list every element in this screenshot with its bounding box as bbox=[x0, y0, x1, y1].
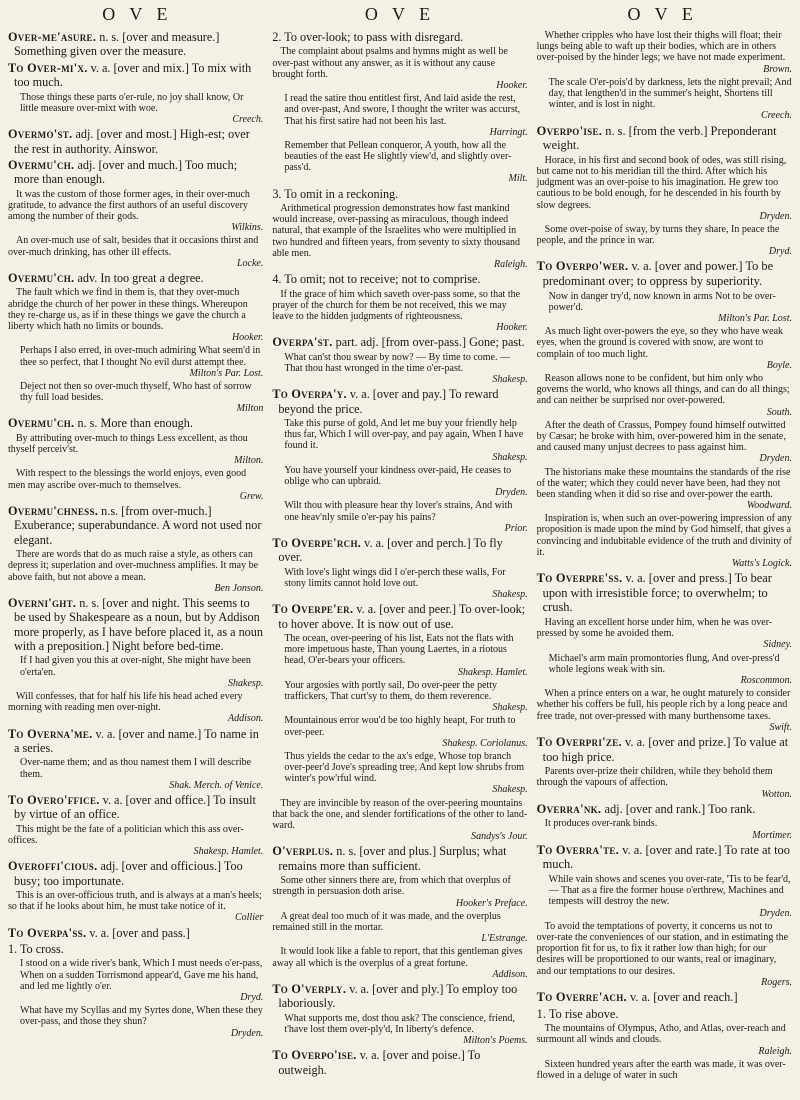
dictionary-entry bbox=[537, 259, 792, 288]
dictionary-entry bbox=[537, 802, 792, 817]
definition-text: v. a. [over and prize.] To value at too high price. bbox=[542, 734, 789, 764]
dictionary-entry bbox=[272, 567, 527, 601]
dictionary-entry bbox=[8, 381, 263, 415]
prose-quote: Some over-poise of sway, by turns they share, In peace the people, and the prince in war. bbox=[536, 223, 780, 247]
entry-definition bbox=[272, 982, 527, 1011]
definition-text: n. s. [over and plus.] Surplus; what remains more than sufficient. bbox=[278, 844, 507, 873]
quote-source: Hooker. bbox=[231, 332, 264, 344]
definition-text: v. a. [over and ply.] To employ too laboriously. bbox=[278, 981, 518, 1011]
headword: To Over-mi'x. bbox=[8, 60, 88, 75]
quote-source: Swift. bbox=[769, 721, 792, 733]
running-header-center: O V E bbox=[364, 4, 436, 24]
dictionary-entry bbox=[537, 653, 792, 687]
dictionary-entry bbox=[272, 715, 527, 749]
definition-text: n. s. [over and night. This seems to be used by Shakespeare as a noun, but by Addison more properly, as I have before placed it, as a noun with a preposition.] Night before bed-time. bbox=[14, 595, 263, 654]
dictionary-entry bbox=[537, 818, 792, 840]
dictionary-entry bbox=[537, 420, 792, 465]
verse-quote: Michael's arm main promontories flung, And over-press'd whole legions weak with sin. bbox=[548, 652, 780, 675]
headword: To Overpo'ise. bbox=[272, 1048, 357, 1063]
verse-quote: Thus yields the cedar to the ax's edge, Whose top branch over-peer'd Jove's spreading tree, And kept low shrubs from winter's pow'rful wind. bbox=[284, 750, 525, 785]
verse-quote: With love's light wings did I o'er-perch these walls, For stony limits cannot hold love out. bbox=[284, 566, 506, 589]
prose-quote: Having an excellent horse under him, when he was over-pressed by some he avoided them. bbox=[536, 617, 773, 640]
headword: To O'verply. bbox=[272, 981, 347, 996]
prose-quote: Reason allows none to be confident, but him only who governs the world, who knows all things, and can do all things; and can neither be surprised nor over-powered. bbox=[536, 373, 790, 407]
headword: Overmu'ch. bbox=[8, 157, 75, 172]
dictionary-entry bbox=[8, 1005, 263, 1039]
dictionary-entry bbox=[537, 735, 792, 764]
quote-source: Ben Jonson. bbox=[214, 582, 264, 594]
quote-source: Raleigh. bbox=[758, 1045, 792, 1057]
quote-source: Brown. bbox=[763, 63, 792, 75]
prose-quote: To avoid the temptations of poverty, it concerns us not to over-rate the conveniences of our station, and in estimating the proportion fit for us, to fix it rather low than high; for our desires will be proportioned to our wants, real or imaginary, and our temptations to our desires. bbox=[536, 920, 789, 977]
headword: To Overo'ffice. bbox=[8, 792, 100, 807]
dictionary-entry bbox=[537, 513, 792, 569]
dictionary-entry bbox=[537, 1059, 792, 1081]
quote-source: Sidney. bbox=[763, 639, 792, 651]
prose-quote: The historians make these mountains the standards of the rise of the water; which they could never have been, had they not been standing when it did so rise and over-power the earth. bbox=[536, 466, 791, 500]
dictionary-entry bbox=[537, 291, 792, 325]
dictionary-entry bbox=[8, 30, 263, 59]
entry-definition bbox=[8, 271, 263, 285]
prose-quote: Sixteen hundred years after the earth was made, it was over-flowed in a deluge of water in such bbox=[536, 1058, 786, 1081]
prose-quote: It produces over-rank binds. bbox=[544, 818, 658, 830]
dictionary-entry bbox=[272, 418, 527, 463]
dictionary-entry bbox=[537, 617, 792, 651]
dictionary-entry bbox=[537, 843, 792, 872]
dictionary-entry bbox=[537, 921, 792, 988]
dictionary-entry bbox=[272, 272, 527, 286]
definition-text: v. a. [over and rate.] To rate at too much. bbox=[542, 842, 790, 872]
quote-source: Creech. bbox=[232, 113, 264, 125]
sense-number: 3. To omit in a reckoning. bbox=[272, 186, 399, 201]
definition-text: v. a. [over and pass.] bbox=[89, 925, 190, 940]
dictionary-entry bbox=[272, 875, 527, 909]
entry-definition bbox=[537, 259, 792, 288]
quote-source: Grew. bbox=[239, 490, 264, 502]
verse-quote: Those things these parts o'er-rule, no joy shall know, Or little measure over-mixt with woe. bbox=[20, 91, 244, 114]
prose-quote: Some other sinners there are, from which that overplus of strength in persuasion doth arise. bbox=[272, 875, 511, 898]
headword: To Overna'me. bbox=[8, 726, 93, 741]
verse-quote: While vain shows and scenes you over-rate, 'Tis to be fear'd, — That as a fire the former house o'erthrew, Machines and tempests will destroy the new. bbox=[548, 874, 791, 908]
dictionary-entry bbox=[537, 155, 792, 222]
definition-text: v. a. [over and mix.] To mix with too much. bbox=[14, 60, 252, 90]
entry-definition bbox=[272, 335, 527, 349]
verse-quote: I stood on a wide river's bank, Which I must needs o'er-pass, When on a sudden Torrismond appear'd, Gave me his hand, and led me lightly o'er. bbox=[20, 958, 263, 992]
quote-source: Shakesp. bbox=[492, 589, 528, 601]
definition-text: v. a. [over and poise.] To outweigh. bbox=[278, 1048, 481, 1077]
column-3 bbox=[537, 30, 792, 1083]
definition-text: v. a. [over and name.] To name in a series. bbox=[14, 726, 259, 755]
quote-source: Dryd. bbox=[768, 246, 792, 258]
quote-source: South. bbox=[766, 406, 792, 418]
headword: To Overra'te. bbox=[536, 842, 620, 857]
dictionary-entry bbox=[8, 189, 263, 234]
quote-source: Rogers. bbox=[761, 976, 792, 988]
prose-quote: This is an over-officious truth, and is always at a man's heels; so that if he looks about him, he must take notice of it. bbox=[8, 890, 262, 913]
dictionary-entry bbox=[272, 680, 527, 714]
quote-source: Shakesp. Coriolanus. bbox=[442, 737, 528, 749]
definition-text: v. a. [over and office.] To insult by virtue of an office. bbox=[14, 792, 256, 822]
dictionary-entry bbox=[272, 352, 527, 386]
quote-source: Creech. bbox=[760, 110, 792, 122]
dictionary-entry bbox=[537, 326, 792, 371]
dictionary-entry bbox=[8, 92, 263, 126]
quote-source: L'Estrange. bbox=[481, 933, 528, 945]
verse-quote: What can'st thou swear by now? — By time to come. — That thou hast wronged in the time o'er-past. bbox=[284, 351, 510, 374]
headword: Overni'ght. bbox=[8, 595, 77, 610]
prose-quote: With respect to the blessings the world enjoys, even good men may ascribe over-much to themselves. bbox=[8, 468, 247, 491]
quote-source: Dryden. bbox=[759, 210, 792, 222]
headword: To Overpa'y. bbox=[272, 387, 347, 402]
dictionary-entry bbox=[8, 596, 263, 654]
entry-definition bbox=[8, 727, 263, 756]
dictionary-entry bbox=[8, 416, 263, 430]
dictionary-entry bbox=[272, 633, 527, 678]
dictionary-entry bbox=[8, 824, 263, 858]
dictionary-entry bbox=[8, 942, 263, 956]
headword: Overmu'ch. bbox=[8, 271, 75, 285]
entry-definition bbox=[272, 536, 527, 565]
dictionary-entry bbox=[272, 30, 527, 44]
dictionary-entry bbox=[8, 158, 263, 187]
quote-source: Hooker. bbox=[496, 322, 528, 334]
dictionary-entry bbox=[8, 793, 263, 822]
entry-definition bbox=[537, 990, 792, 1005]
verse-quote: What have my Scyllas and my Syrtes done, When these they over-pass, and those they shun? bbox=[20, 1005, 263, 1028]
definition-text: n.s. [from over-much.] Exuberance; superabundance. A word not used nor elegant. bbox=[14, 503, 262, 547]
headword: O'verplus. bbox=[272, 844, 334, 859]
dictionary-entry bbox=[272, 187, 527, 201]
entry-definition bbox=[537, 735, 792, 764]
verse-quote: Perhaps I also erred, in over-much admiring What seem'd in thee so perfect, that I thought No evil durst attempt thee. bbox=[20, 345, 261, 368]
quote-source: Shak. Merch. of Venice. bbox=[169, 779, 264, 791]
prose-quote: When a prince enters on a war, he ought maturely to consider whether his coffers be full, his people rich by a long peace and free trade, not over-pressed with many burthensome taxes. bbox=[536, 688, 791, 722]
headword: Overmo'st. bbox=[8, 127, 73, 142]
entry-definition bbox=[8, 61, 263, 90]
prose-quote: Arithmetical progression demonstrates how fast mankind would increase, over-passing as miraculous, though indeed natural, that example of the Israelites who were multiplied in two hundred and fifteen years, from seventy to sixty thousand able men. bbox=[272, 203, 521, 259]
dictionary-entry bbox=[272, 1013, 527, 1047]
definition-text: adj. [over and officious.] Too busy; too importunate. bbox=[14, 859, 243, 888]
entry-definition bbox=[272, 844, 527, 873]
prose-quote: This might be the fate of a politician which this ass over-offices. bbox=[8, 823, 244, 846]
prose-quote: As much light over-powers the eye, so they who have weak eyes, when the ground is covered with snow, are wont to complain of too much light. bbox=[536, 326, 784, 360]
sense-number: 4. To omit; not to receive; not to comprise. bbox=[272, 272, 481, 287]
dictionary-entry bbox=[8, 926, 263, 940]
quote-source: Shakesp. bbox=[492, 451, 528, 463]
dictionary-entry bbox=[8, 345, 263, 379]
definition-text: v. a. [over and perch.] To fly over. bbox=[278, 535, 503, 565]
quote-source: Collier bbox=[234, 912, 264, 924]
quote-source: Wilkins. bbox=[231, 222, 264, 234]
quote-source: Addison. bbox=[228, 713, 264, 725]
headword: To Overpo'wer. bbox=[536, 259, 629, 274]
quote-source: Shakesp. Hamlet. bbox=[193, 846, 264, 858]
verse-quote: The scale O'er-pois'd by darkness, lets the night prevail; And day, that lengthen'd in the summer's height, Shortens till winter, and is lost in night. bbox=[548, 76, 792, 111]
headword: Overpa'st. bbox=[272, 335, 333, 350]
definition-text: v. a. [over and power.] To be predominant over; to oppress by superiority. bbox=[542, 259, 774, 289]
entry-definition bbox=[272, 1048, 527, 1077]
dictionary-entry bbox=[272, 946, 527, 980]
definition-text: adj. [over and most.] High-est; over the rest in authority. Ainswor. bbox=[14, 127, 250, 156]
quote-source: Roscommon. bbox=[740, 675, 792, 686]
quote-source: Dryden. bbox=[759, 453, 792, 465]
definition-text: v. a. [over and pay.] To reward beyond the price. bbox=[278, 387, 499, 416]
sense-number: 1. To cross. bbox=[8, 942, 64, 956]
definition-text: n. s. More than enough. bbox=[77, 416, 193, 431]
dictionary-entry bbox=[272, 387, 527, 416]
dictionary-entry bbox=[537, 467, 792, 512]
headword: To Overpe'er. bbox=[272, 602, 354, 617]
prose-quote: Inspiration is, when such an over-powering impression of any proposition is made upon the mind by God himself, that gives a convincing and indubitable evidence of the truth and divinity of it. bbox=[536, 513, 792, 558]
definition-text: adj. [over and rank.] Too rank. bbox=[604, 801, 756, 816]
entry-definition bbox=[537, 124, 792, 153]
quote-source: Dryd. bbox=[240, 991, 264, 1003]
definition-text: n. s. [from the verb.] Preponderant weight. bbox=[542, 123, 777, 153]
prose-quote: They are invincible by reason of the over-peering mountains that back the one, and slender fortifications of the other to land-ward. bbox=[272, 797, 528, 832]
entry-definition bbox=[8, 926, 263, 940]
running-header-right: O V E bbox=[627, 4, 698, 24]
verse-quote: Remember that Pellean conqueror, A youth, how all the beauties of the east He slightly view'd, and slightly over-pass'd. bbox=[284, 139, 512, 174]
quote-source: Hooker's Preface. bbox=[455, 897, 528, 909]
entry-definition bbox=[8, 30, 263, 59]
dictionary-entry bbox=[537, 990, 792, 1005]
verse-quote: If I had given you this at over-night, She might have been o'erta'en. bbox=[20, 655, 251, 678]
dictionary-entry bbox=[272, 751, 527, 796]
quote-source: Shakesp. bbox=[492, 784, 528, 796]
dictionary-entry bbox=[537, 688, 792, 733]
dictionary-entry bbox=[272, 798, 527, 843]
sense-number: 2. To over-look; to pass with disregard. bbox=[272, 30, 464, 44]
dictionary-entry bbox=[272, 911, 527, 945]
verse-quote: Mountainous error wou'd be too highly heapt, For truth to over-peer. bbox=[284, 715, 516, 738]
prose-quote: If the grace of him which saveth over-pass some, so that the prayer of the church for them be not received, this we may leave to the hidden judgments of righteousness. bbox=[272, 288, 521, 322]
dictionary-entry bbox=[8, 890, 263, 924]
quote-source: Milton. bbox=[234, 455, 264, 467]
definition-text: v. a. [over and peer.] To over-look; to hover above. It is now out of use. bbox=[278, 602, 526, 631]
headword: Overpo'ise. bbox=[536, 123, 603, 138]
running-headers bbox=[8, 4, 792, 30]
entry-definition bbox=[8, 596, 263, 654]
dictionary-entry bbox=[8, 549, 263, 594]
quote-source: Boyle. bbox=[766, 359, 792, 371]
headword: To Overpa'ss. bbox=[8, 925, 87, 940]
entry-definition bbox=[537, 571, 792, 615]
definition-text: v. a. [over and press.] To bear upon with irresistible force; to overwhelm; to crush. bbox=[542, 571, 772, 615]
verse-quote: Deject not then so over-much thyself, Who hast of sorrow thy full load besides. bbox=[20, 380, 252, 404]
quote-source: Milt. bbox=[508, 173, 528, 185]
verse-quote: You have yourself your kindness over-paid, He ceases to oblige who can upbraid. bbox=[284, 464, 512, 487]
headword: Overmu'ch. bbox=[8, 416, 75, 431]
prose-quote: It was the custom of those former ages, in their over-much gratitude, to advance the first authors of an useful discovery among the number of their gods. bbox=[8, 188, 250, 223]
headword: To Overpri'ze. bbox=[536, 734, 622, 749]
dictionary-entry bbox=[272, 289, 527, 334]
entry-definition bbox=[8, 158, 263, 187]
prose-quote: There are words that do as much raise a style, as others can depress it; superlation and over-muchness amplifies. It may be above faith, but not above a mean. bbox=[8, 549, 259, 583]
quote-source: Raleigh. bbox=[494, 258, 528, 270]
dictionary-entry bbox=[537, 571, 792, 615]
quote-source: Dryden. bbox=[230, 1027, 264, 1039]
verse-quote: I read the satire thou entitlest first, And laid aside the rest, and over-past, And swore, I thought the writer was accurst, That his first satire had not been his last. bbox=[284, 93, 521, 127]
prose-quote: Parents over-prize their children, while they behold them through the vapours of affection. bbox=[536, 766, 773, 789]
column-1 bbox=[8, 30, 263, 1083]
verse-quote: Over-name them; and as thou namest them I will describe them. bbox=[20, 757, 252, 780]
running-header-left: O V E bbox=[102, 4, 173, 24]
dictionary-entry bbox=[537, 124, 792, 153]
prose-quote: An over-much use of salt, besides that it occasions thirst and over-much drinking, has other ill effects. bbox=[8, 235, 259, 258]
dictionary-entry bbox=[8, 287, 263, 343]
quote-source: Milton's Par. Lost. bbox=[189, 367, 264, 379]
verse-quote: Now in danger try'd, now known in arms Not to be over-power'd. bbox=[548, 290, 776, 313]
headword: Overmu'chness. bbox=[8, 503, 99, 518]
quote-source: Dryden. bbox=[495, 487, 528, 499]
dictionary-entry bbox=[272, 982, 527, 1011]
dictionary-entry bbox=[8, 655, 263, 689]
prose-quote: By attributing over-much to things Less excellent, as thou thyself perceiv'st. bbox=[8, 432, 248, 456]
dictionary-entry bbox=[272, 1048, 527, 1077]
prose-quote: The mountains of Olympus, Atho, and Atlas, over-reach and surmount all winds and clouds. bbox=[536, 1023, 786, 1046]
dictionary-entry bbox=[8, 727, 263, 756]
verse-quote: Your argosies with portly sail, Do over-peer the petty traffickers, That curt'sy to them, do them reverence. bbox=[284, 679, 498, 702]
dictionary-entry bbox=[8, 757, 263, 791]
headword: Over-me'asure. bbox=[8, 30, 97, 44]
entry-definition bbox=[272, 387, 527, 416]
dictionary-entry bbox=[272, 93, 527, 138]
definition-text: adj. [over and much.] Too much; more than enough. bbox=[14, 157, 238, 187]
verse-quote: Take this purse of gold, And let me buy your friendly help thus far, Which I will over-pay, and pay again, When I have found it. bbox=[284, 418, 524, 452]
quote-source: Shakesp. bbox=[228, 677, 264, 689]
entry-definition bbox=[272, 602, 527, 631]
prose-quote: Horace, in his first and second book of odes, was still rising, but came not to his meridian till the third. After which his judgment was an over-poise to his imagination. He grew too cautious to be bold enough, for he descended in his fourth by slow degrees. bbox=[536, 154, 787, 211]
quote-source: Shakesp. bbox=[492, 374, 528, 386]
dictionary-entry bbox=[272, 500, 527, 534]
quote-source: Sandys's Jour. bbox=[471, 831, 528, 843]
dictionary-entry bbox=[272, 844, 527, 873]
quote-source: Locke. bbox=[236, 257, 264, 269]
prose-quote: A great deal too much of it was made, and the overplus remained still in the mortar. bbox=[272, 910, 501, 933]
quote-source: Milton's Poems. bbox=[463, 1035, 528, 1047]
verse-quote: What supports me, dost thou ask? The conscience, friend, t'have lost them over-ply'd, In liberty's defence. bbox=[284, 1012, 515, 1035]
dictionary-entry bbox=[8, 61, 263, 90]
prose-quote: After the death of Crassus, Pompey found himself outwitted by Cæsar; he broke with him, over-powered him in the senate, and caused many unjust decrees to pass against him. bbox=[536, 419, 786, 454]
quote-source: Milton bbox=[236, 403, 264, 415]
quote-source: Hooker. bbox=[496, 79, 528, 91]
prose-quote: The fault which we find in them is, that they over-much abridge the church of her power in these things. Whereupon they re-charge us, as if in these things we gave the church a liberty which hath no limits or bounds. bbox=[8, 287, 248, 332]
quote-source: Prior. bbox=[504, 522, 528, 534]
dictionary-entry bbox=[8, 859, 263, 888]
dictionary-entry bbox=[272, 602, 527, 631]
dictionary-entry bbox=[272, 46, 527, 91]
entry-definition bbox=[537, 802, 792, 817]
definition-text: n. s. [over and measure.] Something given over the measure. bbox=[14, 30, 220, 59]
verse-quote: The ocean, over-peering of his list, Eats not the flats with more impetuous haste, Than young Laertes, in a riotous head, O'er-bears your officers. bbox=[284, 633, 514, 667]
headword: To Overre'ach. bbox=[536, 989, 627, 1004]
sense-number: 1. To rise above. bbox=[536, 1006, 619, 1021]
quote-source: Addison. bbox=[492, 968, 528, 980]
definition-text: adv. In too great a degree. bbox=[77, 271, 204, 285]
dictionary-entry bbox=[537, 224, 792, 258]
dictionary-entry bbox=[537, 77, 792, 122]
entry-definition bbox=[8, 859, 263, 888]
prose-quote: It would look like a fable to report, that this gentleman gives away all which is the overplus of a great fortune. bbox=[272, 946, 523, 969]
quote-source: Mortimer. bbox=[752, 829, 792, 841]
headword: Overra'nk. bbox=[536, 801, 602, 816]
dictionary-entry bbox=[272, 335, 527, 349]
dictionary-entry bbox=[8, 958, 263, 1003]
verse-quote: Wilt thou with pleasure hear thy lover's strains, And with one heav'nly smile o'er-pay his pains? bbox=[284, 500, 513, 523]
headword: To Overpre'ss. bbox=[536, 571, 623, 586]
definition-text: part. adj. [from over-pass.] Gone; past. bbox=[335, 335, 525, 350]
quote-source: Harringt. bbox=[489, 126, 528, 138]
dictionary-entry bbox=[8, 127, 263, 156]
dictionary-entry bbox=[272, 465, 527, 499]
dictionary-entry bbox=[8, 468, 263, 502]
dictionary-entry bbox=[537, 874, 792, 919]
dictionary-entry bbox=[537, 1023, 792, 1057]
entry-definition bbox=[8, 793, 263, 822]
column-2 bbox=[272, 30, 527, 1083]
entry-definition bbox=[8, 416, 263, 430]
entry-definition bbox=[8, 127, 263, 156]
entry-definition bbox=[8, 504, 263, 547]
quote-source: Watts's Logick. bbox=[731, 558, 792, 569]
prose-quote: Will confesses, that for half his life his head ached every morning with reading men over-night. bbox=[8, 691, 243, 714]
dictionary-entry bbox=[537, 30, 792, 75]
definition-text: v. a. [over and reach.] bbox=[630, 989, 738, 1004]
dictionary-entry bbox=[272, 536, 527, 565]
headword: Overoffi'cious. bbox=[8, 859, 98, 874]
quote-source: Shakesp. bbox=[492, 702, 528, 714]
dictionary-entry bbox=[537, 1007, 792, 1022]
dictionary-entry bbox=[272, 203, 527, 270]
quote-source: Wotton. bbox=[761, 788, 792, 800]
prose-quote: The complaint about psalms and hymns might as well be over-past without any answer, as it is without any cause brought forth. bbox=[272, 46, 508, 80]
dictionary-entry bbox=[8, 691, 263, 725]
dictionary-entry bbox=[272, 140, 527, 185]
prose-quote: Whether cripples who have lost their thighs will float; their lungs being able to waft up their bodies, which are in others over-poised by the hinder legs; we have not made experiment. bbox=[536, 30, 786, 64]
quote-source: Woodward. bbox=[746, 500, 792, 512]
columns bbox=[8, 30, 792, 1083]
entry-definition bbox=[537, 843, 792, 872]
quote-source: Dryden. bbox=[759, 907, 792, 919]
dictionary-entry bbox=[537, 373, 792, 418]
dictionary-entry bbox=[8, 271, 263, 285]
quote-source: Shakesp. Hamlet. bbox=[457, 666, 528, 678]
headword: To Overpe'rch. bbox=[272, 535, 362, 550]
dictionary-entry bbox=[8, 433, 263, 467]
dictionary-entry bbox=[537, 766, 792, 800]
dictionary-entry bbox=[8, 504, 263, 547]
dictionary-entry bbox=[8, 235, 263, 269]
quote-source: Milton's Par. Lost. bbox=[718, 313, 792, 325]
